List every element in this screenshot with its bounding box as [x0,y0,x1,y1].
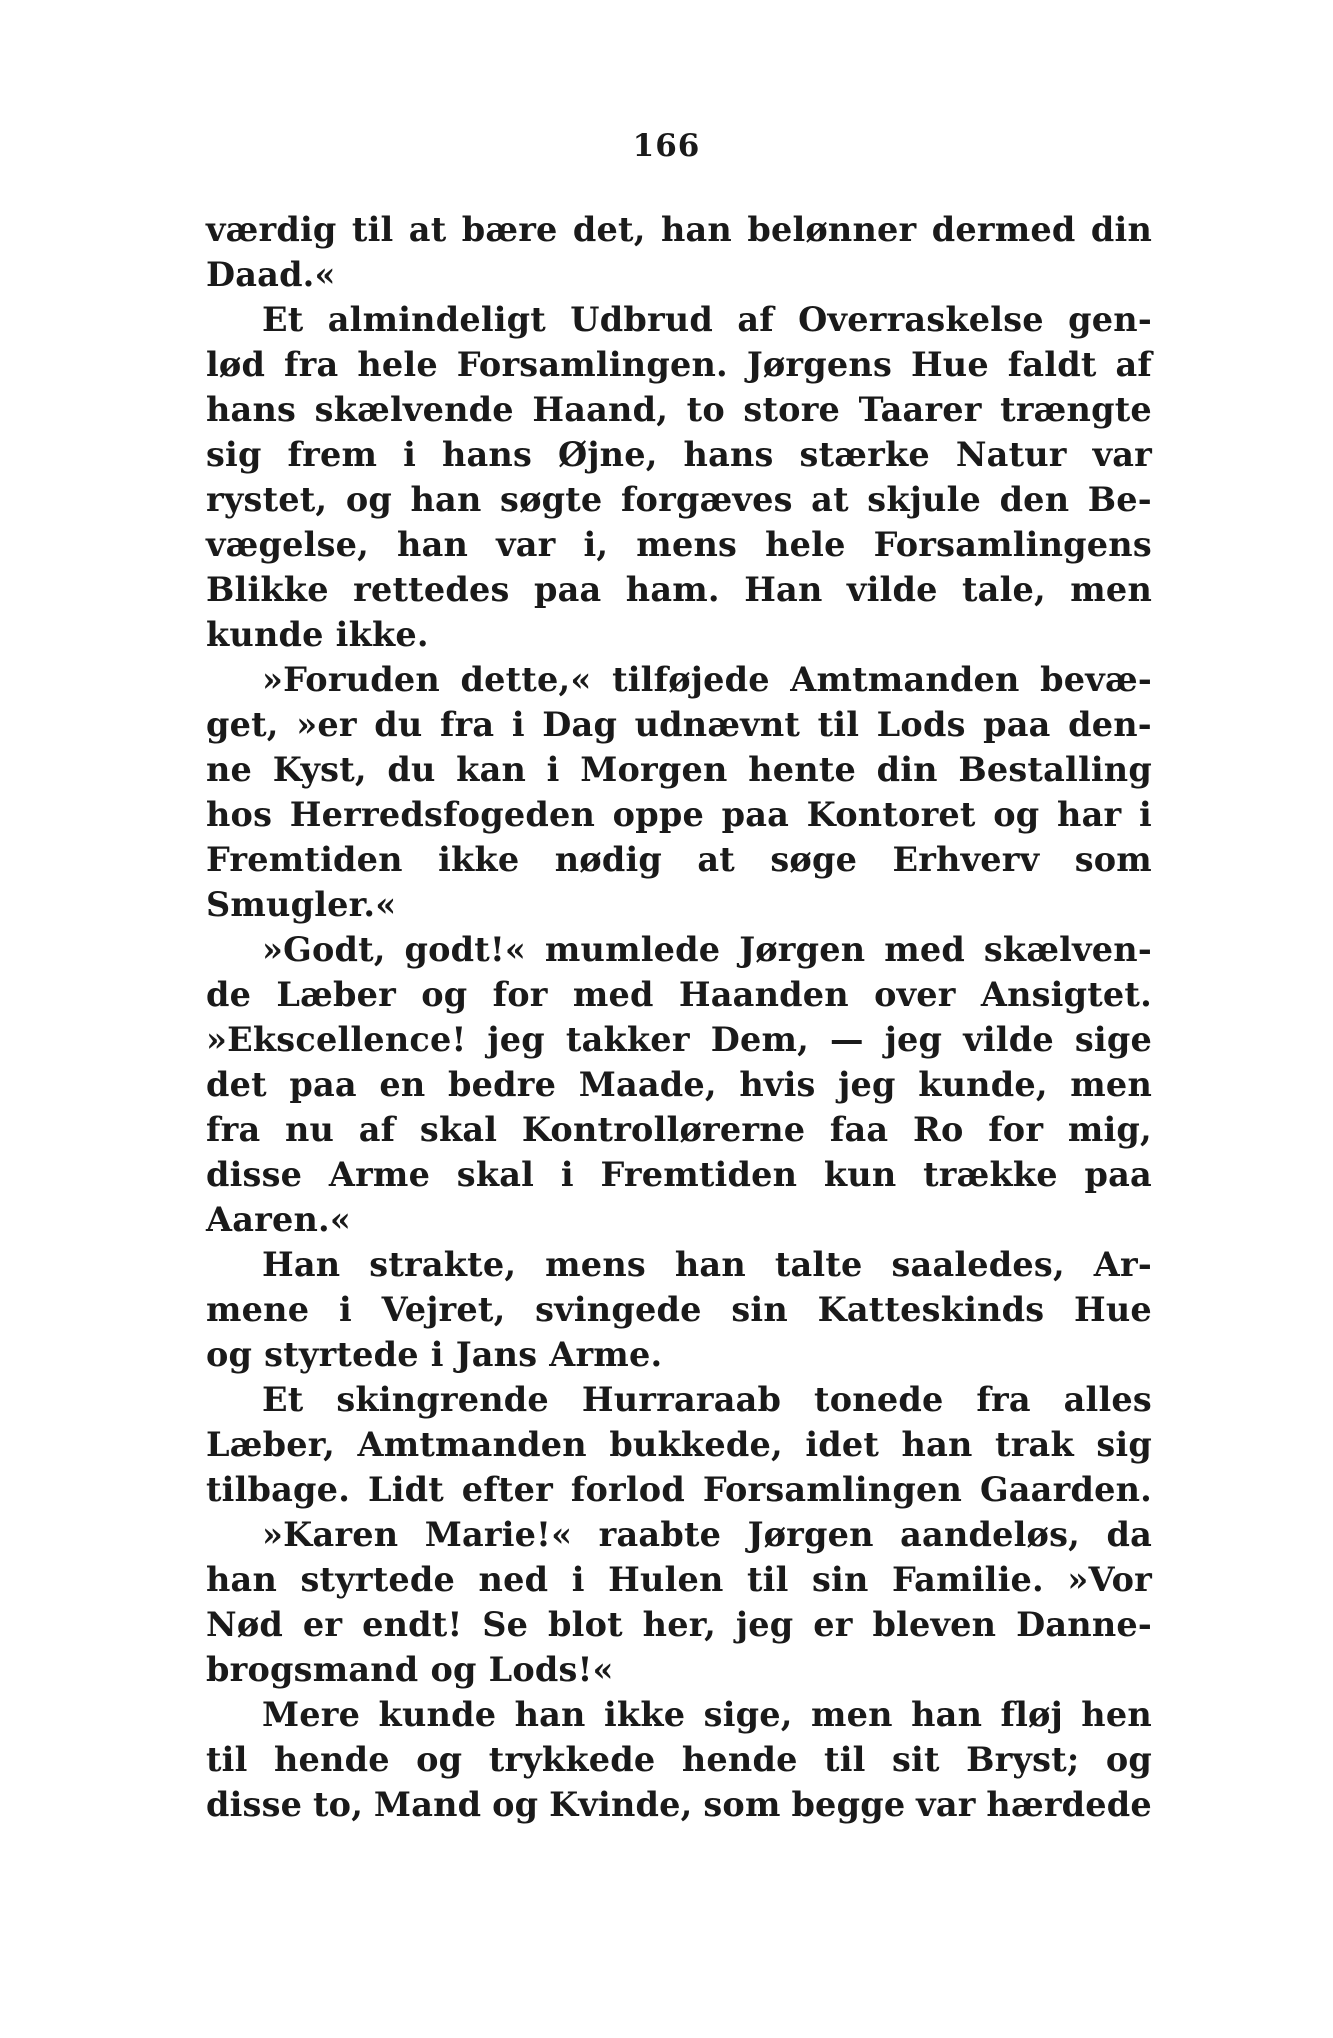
word: nu [285,1110,335,1149]
word: hen [1081,1695,1152,1734]
page-number: 166 [632,128,701,164]
word: Kyst, [272,750,367,789]
word: mig, [1067,1110,1152,1149]
word: hele [357,345,438,384]
word: Lods [876,705,966,744]
word: hente [748,750,857,789]
word: af [1115,345,1152,384]
text-line [206,387,1152,432]
word: Kvinde, [549,1785,693,1824]
word: Ar- [1093,1245,1152,1284]
word: søgte [500,480,603,519]
word: talte [774,1245,863,1284]
word: din [1090,210,1152,249]
word: Maade, [578,1065,717,1104]
word: Ansigtet. [980,975,1152,1014]
word: disse [206,1785,303,1824]
word: at [408,210,447,249]
word: Fremtiden [206,840,403,879]
word: sit [891,1740,940,1779]
word: udnævnt [634,705,801,744]
word: trak [995,1425,1074,1464]
word: du [387,750,436,789]
word: at [811,480,849,519]
text-line [206,1512,1152,1557]
word: mene [206,1290,310,1329]
word: Danne- [1016,1605,1152,1644]
text-line [206,1782,1152,1827]
word: bleven [872,1605,997,1644]
word: skingrende [336,1380,549,1419]
text-line [206,1152,1152,1197]
word: fløj [1000,1695,1063,1734]
word: over [874,975,956,1014]
word: tonede [814,1380,944,1419]
word: styrtede [300,1560,456,1599]
text-line [206,297,1152,342]
word: Haanden [678,975,849,1014]
word: som [703,1785,781,1824]
word: da [1106,1515,1152,1554]
text-line [206,477,1152,522]
word: Dem, [710,1020,809,1059]
word: Ro [912,1110,964,1149]
text-line [206,657,1152,702]
word: paa [721,795,790,834]
word: ne [206,750,253,789]
word: ikke. [335,615,429,654]
word: Jørgen [739,930,866,969]
word: fra [206,1110,261,1149]
word: Familie. [892,1560,1044,1599]
word: store [743,390,841,429]
word: i [430,1335,444,1374]
body-text [206,207,1152,1827]
word: hans [206,390,297,429]
word: jeg [884,1020,943,1059]
word: han [514,1695,586,1734]
word: frem [287,435,378,474]
word: mumlede [544,930,721,969]
word: for [492,975,548,1014]
word: hele [765,525,846,564]
word: jeg [735,1605,794,1644]
word: »Karen [262,1515,399,1554]
word: Daad.« [206,255,336,294]
word: kan [456,750,527,789]
word: Fremtiden [600,1155,798,1194]
word: rystet, [206,480,328,519]
word: Blikke [206,570,329,609]
text-line [206,522,1152,567]
word: Haand, [532,390,669,429]
word: var [496,525,556,564]
text-line [206,1737,1152,1782]
word: Han [262,1245,341,1284]
word: Hue [1074,1290,1152,1329]
word: Smugler.« [206,885,397,924]
text-line [206,1287,1152,1332]
word: Bryst; [966,1740,1080,1779]
word: den- [1068,705,1152,744]
word: til [206,1740,248,1779]
word: i [338,1290,352,1329]
word: og [206,1335,253,1374]
word: svingede [535,1290,702,1329]
word: men [1070,570,1152,609]
word: belønner [747,210,917,249]
word: Arme. [549,1335,663,1374]
word: bukkede, [609,1425,783,1464]
word: til [747,1560,789,1599]
word: men [1070,1065,1152,1104]
word: to, [313,1785,364,1824]
text-line [206,1242,1152,1287]
word: Hue [910,345,989,384]
word: Natur [955,435,1067,474]
word: og [1105,1740,1152,1779]
text-line [206,1557,1152,1602]
word: sig [206,435,262,474]
word: brogsmand [206,1650,419,1689]
word: han [674,1245,746,1284]
text-line [206,1692,1152,1737]
word: Læber [276,975,396,1014]
word: Forsamlingen. [456,345,728,384]
word: Nød [206,1605,283,1644]
word: Dag [542,705,618,744]
word: var [1092,435,1152,474]
text-line [206,1107,1152,1152]
word: sin [731,1290,788,1329]
word: »Vor [1067,1560,1152,1599]
word: blot [548,1605,623,1644]
text-line [206,1017,1152,1062]
text-line [206,972,1152,1017]
word: han [911,1695,983,1734]
word: endt! [362,1605,463,1644]
word: aandeløs, [900,1515,1081,1554]
word: Han [744,570,823,609]
text-line [206,1602,1152,1647]
text-line [206,1062,1152,1107]
text-line [206,882,1152,927]
word: Marie!« [424,1515,573,1554]
word: begge [791,1785,906,1824]
word: og [430,1650,477,1689]
word: i, [583,525,609,564]
word: skælven- [983,930,1152,969]
word: oppe [612,795,704,834]
word: Bestalling [958,750,1152,789]
word: Kontrollørerne [521,1110,806,1149]
text-line [206,792,1152,837]
word: fra [284,345,339,384]
word: en [379,1065,426,1104]
word: i [571,1560,585,1599]
text-line [206,432,1152,477]
word: hende [273,1740,390,1779]
word: Morgen [580,750,728,789]
word: din [876,750,938,789]
word: paa [289,1065,357,1104]
word: at [697,840,735,879]
word: og [993,795,1040,834]
word: Mere [262,1695,361,1734]
word: Lods!« [488,1650,614,1689]
word: Vejret, [381,1290,506,1329]
word: Mand [373,1785,482,1824]
word: ned [478,1560,549,1599]
word: bære [461,210,558,249]
word: Et [262,1380,304,1419]
word: forlod [570,1470,685,1509]
word: som [1074,840,1152,879]
word: almindeligt [327,300,546,339]
word: kunde [378,1695,497,1734]
word: søge [770,840,858,879]
text-line [206,702,1152,747]
word: det, [572,210,646,249]
word: »Ekscellence! [206,1020,467,1059]
word: han [660,210,732,249]
word: idet [805,1425,880,1464]
word: hærdede [986,1785,1152,1824]
word: saaledes, [891,1245,1065,1284]
word: Forsamlingens [873,525,1152,564]
word: skal [419,1110,498,1149]
word: til [824,1740,866,1779]
word: Udbrud [570,300,713,339]
word: i [403,435,417,474]
word: skal [456,1155,535,1194]
word: her, [642,1605,717,1644]
word: dette,« [460,660,592,699]
word: mens [636,525,738,564]
word: styrtede [264,1335,419,1374]
word: jeg [838,1065,896,1104]
word: og [421,975,468,1014]
word: sin [812,1560,869,1599]
word: mens [545,1245,646,1284]
word: Hurraraab [581,1380,782,1419]
word: Jørgens [746,345,893,384]
word: Jørgen [747,1515,874,1554]
word: tale, [961,570,1046,609]
word: alles [1063,1380,1152,1419]
word: faldt [1007,345,1097,384]
word: kunde [206,615,324,654]
word: du [374,705,423,744]
word: tilbage. [206,1470,351,1509]
word: Læber, [206,1425,336,1464]
word: værdig [206,210,337,249]
word: tilføjede [612,660,770,699]
word: Be- [1087,480,1152,519]
word: han [410,480,482,519]
word: sig [1096,1425,1152,1464]
word: hos [206,795,273,834]
word: »Foruden [262,660,440,699]
word: vægelse, [206,525,370,564]
word: ham. [625,570,720,609]
word: Overraskelse [798,300,1044,339]
text-line [206,1332,1152,1377]
word: Øjne, [557,435,658,474]
word: Taarer [858,390,982,429]
word: har [1057,795,1122,834]
word: ikke [438,840,520,879]
word: Amtmanden [790,660,1020,699]
word: til [817,705,860,744]
word: Jans [455,1335,538,1374]
word: hans [683,435,774,474]
text-line [206,342,1152,387]
word: paa [983,705,1051,744]
word: for [988,1110,1044,1149]
word: kunde, [918,1065,1048,1104]
text-line [206,567,1152,612]
text-line [206,1422,1152,1467]
word: Kontoret [806,795,976,834]
word: sige [1074,1020,1152,1059]
word: hans [441,435,533,474]
word: de [206,975,252,1014]
word: Hulen [608,1560,724,1599]
word: med [884,930,965,969]
word: er [813,1605,853,1644]
word: Et [262,300,304,339]
word: og [345,480,392,519]
word: var [916,1785,976,1824]
word: Erhverv [892,840,1040,879]
word: hvis [739,1065,816,1104]
word: skælvende [314,390,514,429]
word: fra [976,1380,1031,1419]
word: det [206,1065,267,1104]
text-line [206,1377,1152,1422]
word: strakte, [369,1245,517,1284]
word: faa [829,1110,889,1149]
word: Arme [328,1155,431,1194]
word: trængte [1000,390,1152,429]
word: — [830,1020,864,1059]
word: bevæ- [1040,660,1152,699]
word: get, [206,705,279,744]
word: paa [533,570,602,609]
word: bedre [448,1065,557,1104]
word: skjule [867,480,982,519]
word: den [999,480,1070,519]
word: er [302,1605,343,1644]
word: stærke [799,435,930,474]
word: takker [565,1020,690,1059]
word: forgæves [620,480,793,519]
word: han [901,1425,973,1464]
word: vilde [963,1020,1054,1059]
word: Herredsfogeden [289,795,596,834]
word: Amtmanden [357,1425,587,1464]
word: Katteskinds [817,1290,1045,1329]
word: dermed [931,210,1076,249]
word: trække [923,1155,1058,1194]
word: vilde [846,570,938,609]
word: gen- [1068,300,1152,339]
word: Gaarden. [979,1470,1152,1509]
text-line [206,1197,1152,1242]
word: og [492,1785,539,1824]
word: disse [206,1155,303,1194]
text-line [206,747,1152,792]
word: og [416,1740,463,1779]
word: ikke [604,1695,686,1734]
word: rettedes [353,570,510,609]
word: med [572,975,654,1014]
word: i [1138,795,1152,834]
word: af [737,300,774,339]
word: nødig [554,840,662,879]
word: lød [206,345,266,384]
word: Forsamlingen [702,1470,963,1509]
word: i [560,1155,574,1194]
word: Lidt [367,1470,444,1509]
text-line [206,927,1152,972]
word: raabte [598,1515,722,1554]
word: trykkede [488,1740,656,1779]
word: fra [439,705,495,744]
text-line [206,207,1152,252]
text-line [206,837,1152,882]
word: to [686,390,725,429]
word: men [811,1695,893,1734]
text-line [206,612,1152,657]
word: han [397,525,469,564]
word: godt!« [404,930,527,969]
word: Aaren.« [206,1200,352,1239]
word: jeg [487,1020,545,1059]
word: kun [823,1155,897,1194]
word: »Godt, [262,930,386,969]
word: i [546,750,560,789]
word: »er [296,705,357,744]
text-line [206,1467,1152,1512]
word: paa [1084,1155,1152,1194]
word: hende [681,1740,798,1779]
word: til [351,210,394,249]
word: efter [461,1470,553,1509]
text-line [206,1647,1152,1692]
text-line [206,252,1152,297]
word: Se [482,1605,529,1644]
word: sige, [703,1695,793,1734]
word: af [358,1110,396,1149]
word: i [511,705,525,744]
word: han [206,1560,278,1599]
